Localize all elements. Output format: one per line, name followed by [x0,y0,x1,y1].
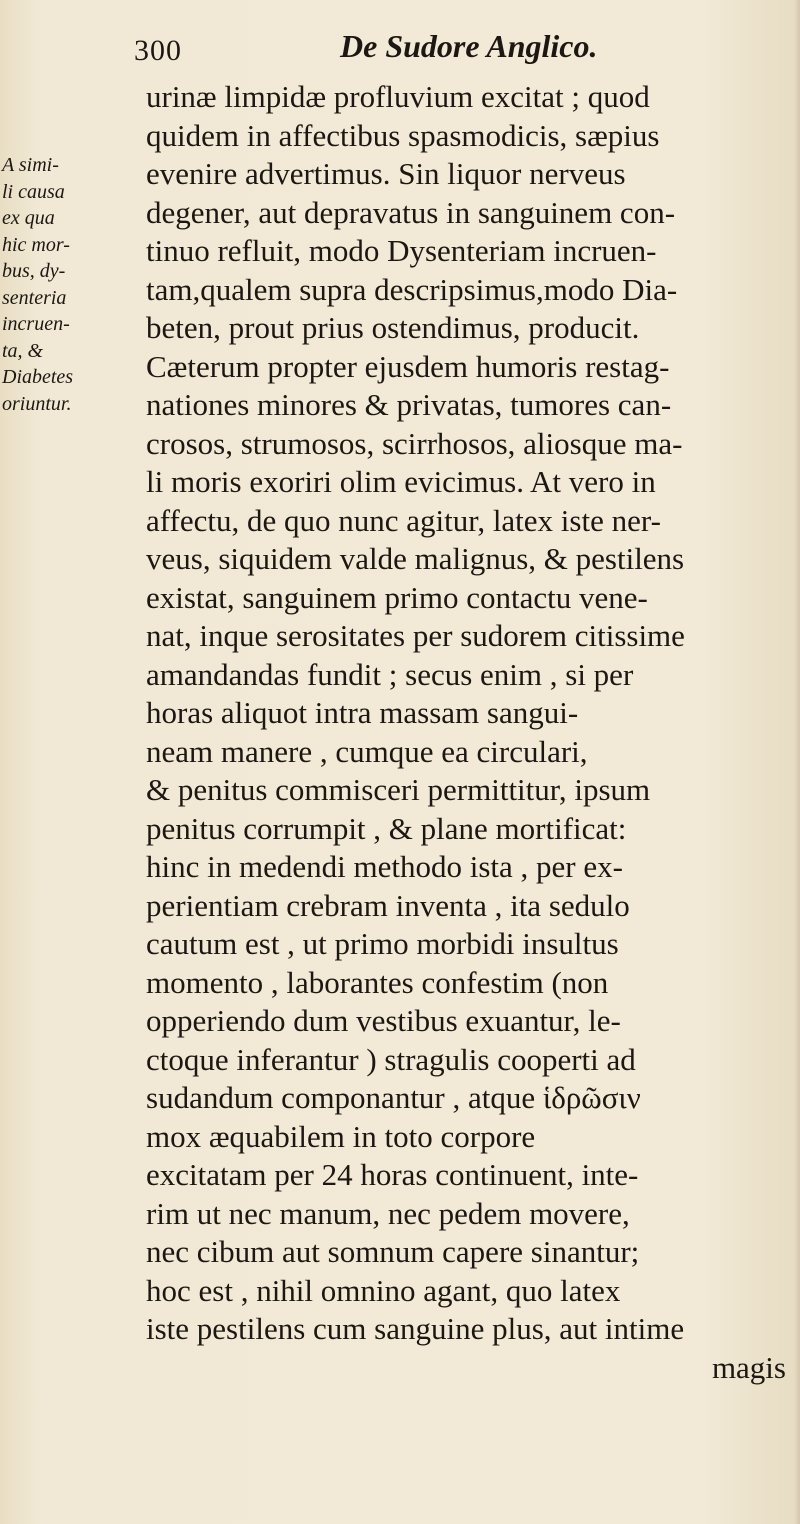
body-line: tam,qualem supra descripsimus,modo Dia- [146,271,678,307]
body-line: momento , laborantes confestim (non [146,964,609,1000]
body-line: crosos, strumosos, scirrhosos, aliosque ma- [146,425,683,461]
body-line: evenire advertimus. Sin liquor nerveus [146,156,626,191]
margin-note-line: oriuntur. [2,392,72,415]
body-line: cautum est , ut primo morbidi insultus [146,926,619,961]
body-line: urinæ limpidæ profluvium excitat ; quod [146,79,650,114]
body-text [146,78,798,1387]
body-line: perientiam crebram inventa , ita sedulo [146,887,630,923]
body-line: horas aliquot intra massam sangui- [146,695,579,730]
body-line: hinc in medendi methodo ista , per ex- [146,849,623,884]
page-number: 300 [134,34,182,67]
body-line: hoc est , nihil omnino agant, quo latex [146,1272,621,1308]
body-line: mox æquabilem in toto corpore [146,1118,536,1154]
body-line: Cæterum propter ejusdem humoris restag- [146,348,670,384]
body-line: degener, aut depravatus in sanguinem con- [146,194,676,230]
body-line: ctoque inferantur ) stragulis cooperti ad [146,1041,636,1077]
body-line: nec cibum aut somnum capere sinantur; [146,1234,640,1269]
margin-note-line: ta, & [2,339,44,362]
margin-note-line: ex qua [2,207,55,229]
margin-note-line: A simi- [2,154,59,176]
page-edge-shadow [794,0,800,1524]
body-line: nationes minores & privatas, tumores can- [146,387,672,422]
body-line: sudandum componantur , atque ἱδρῶσιν [146,1080,641,1115]
body-line: opperiendo dum vestibus exuantur, le- [146,1003,621,1038]
body-line: quidem in affectibus spasmodicis, sæpius [146,117,660,153]
body-line: neam manere , cumque ea circulari, [146,733,588,769]
running-title: De Sudore Anglico. [340,28,598,64]
body-line: excitatam per 24 horas continuent, inte- [146,1157,639,1192]
margin-note-line: senteria [2,286,67,309]
body-line: tinuo refluit, modo Dysenteriam incruen- [146,233,657,268]
body-line: penitus corrumpit , & plane mortificat: [146,810,627,846]
margin-note-line: bus, dy- [2,260,66,282]
margin-note-line: hic mor- [2,233,70,256]
body-line: veus, siquidem valde malignus, & pestilens [146,541,685,576]
margin-note-line: li causa [2,180,65,203]
body-line: rim ut nec manum, nec pedem movere, [146,1195,630,1231]
body-line: amandandas fundit ; secus enim , si per [146,656,634,692]
margin-note-line: incruen- [2,313,70,335]
margin-note [2,152,124,417]
body-line: li moris exoriri olim evicimus. At vero in [146,464,656,499]
body-line: affectu, de quo nunc agitur, latex iste ner- [146,502,661,538]
catchword: magis [711,1349,786,1385]
body-line: beten, prout prius ostendimus, producit. [146,310,640,345]
body-line: iste pestilens cum sanguine plus, aut intime [146,1311,685,1346]
body-line: existat, sanguinem primo contactu vene- [146,579,648,615]
page-header [0,18,800,68]
body-line: & penitus commisceri permittitur, ipsum [146,772,651,807]
body-line: nat, inque serositates per sudorem citissime [146,618,685,653]
margin-note-line: Diabetes [2,366,74,388]
